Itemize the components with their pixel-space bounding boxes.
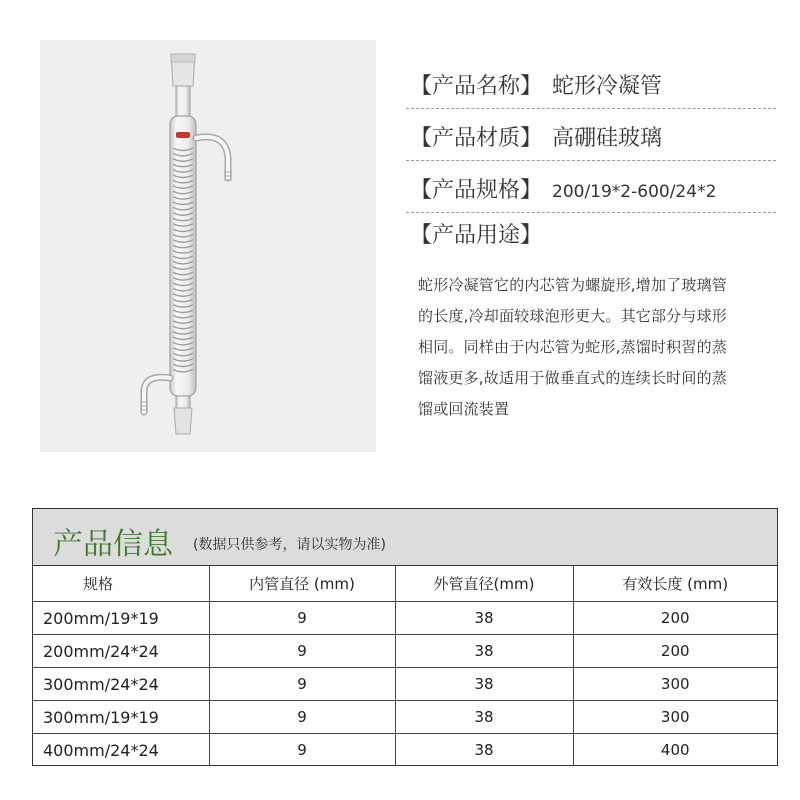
column-header-model: 规格 (33, 566, 209, 602)
product-material-key: 【产品材质】 (410, 126, 543, 151)
product-usage-heading: 【产品用途】 (410, 223, 543, 248)
cell-inner: 9 (209, 701, 395, 734)
cell-outer: 38 (395, 635, 573, 668)
table-row (33, 602, 777, 635)
cell-model: 400mm/24*24 (33, 734, 209, 767)
description-line: 馏或回流装置 (418, 400, 510, 418)
cell-length: 300 (573, 701, 777, 734)
table-row (33, 668, 777, 701)
table-row (33, 635, 777, 668)
cell-model: 300mm/19*19 (33, 701, 209, 734)
cell-inner: 9 (209, 602, 395, 635)
table-header-row (33, 566, 777, 602)
cell-length: 200 (573, 602, 777, 635)
cell-length: 200 (573, 635, 777, 668)
cell-outer: 38 (395, 668, 573, 701)
product-name-value: 蛇形冷凝管 (552, 74, 663, 99)
cell-model: 300mm/24*24 (33, 668, 209, 701)
product-name-row (406, 58, 776, 109)
product-name-key: 【产品名称】 (410, 74, 543, 99)
spec-table (33, 566, 777, 766)
product-info-subtitle: (数据只供参考，请以实物为准) (193, 537, 386, 553)
cell-outer: 38 (395, 734, 573, 767)
product-material-row (406, 110, 776, 161)
cell-inner: 9 (209, 635, 395, 668)
product-material-value: 高硼硅玻璃 (552, 126, 663, 151)
column-header-effective-length: 有效长度 (mm) (573, 566, 777, 602)
table-row (33, 734, 777, 767)
cell-model: 200mm/24*24 (33, 635, 209, 668)
description-line: 馏液更多,故适用于做垂直式的连续长时间的蒸 (418, 369, 727, 387)
product-spec-key: 【产品规格】 (410, 178, 543, 203)
product-photo (40, 40, 376, 452)
cell-inner: 9 (209, 668, 395, 701)
description-line: 相同。同样由于内芯管为蛇形,蒸馏时积習的蒸 (418, 338, 727, 356)
cell-inner: 9 (209, 734, 395, 767)
description-line: 蛇形冷凝管它的内芯管为螺旋形,增加了玻璃管 (418, 276, 727, 294)
column-header-outer-diameter: 外管直径(mm) (395, 566, 573, 602)
product-spec-row (406, 162, 776, 213)
description-line: 的长度,冷却面较球泡形更大。其它部分与球形 (418, 307, 727, 325)
product-spec-value: 200/19*2-600/24*2 (552, 182, 717, 202)
coil-condenser-illustration (40, 40, 376, 452)
cell-length: 400 (573, 734, 777, 767)
column-header-inner-diameter: 内管直径 (mm) (209, 566, 395, 602)
cell-model: 200mm/19*19 (33, 602, 209, 635)
product-description (418, 270, 778, 425)
product-info-panel (32, 508, 778, 766)
cell-length: 300 (573, 668, 777, 701)
table-row (33, 701, 777, 734)
product-info-header (33, 509, 777, 566)
product-info-title: 产品信息 (53, 527, 173, 562)
cell-outer: 38 (395, 602, 573, 635)
cell-outer: 38 (395, 701, 573, 734)
